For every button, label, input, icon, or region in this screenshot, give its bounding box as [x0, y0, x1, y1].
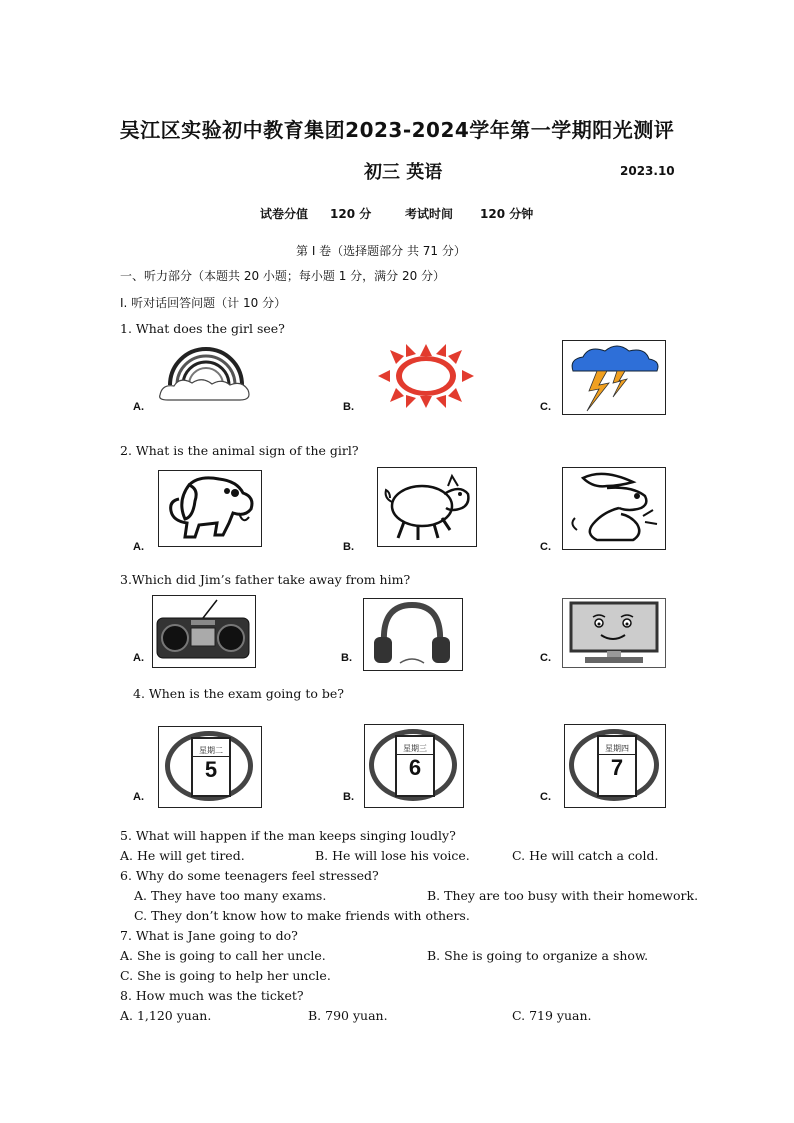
question-5: 5. What will happen if the man keeps singing loudly? [120, 828, 456, 843]
subject-title: 初三 英语 [364, 162, 443, 183]
rainbow-icon [158, 340, 253, 405]
option-label-a: A. [133, 791, 144, 803]
calendar-day: 5 [204, 757, 218, 782]
tv-screen-icon [562, 598, 666, 668]
option-label-a: A. [133, 541, 144, 553]
option-a: A. They have too many exams. [134, 888, 327, 903]
radio-cassette-icon [152, 595, 256, 668]
option-c: C. He will catch a cold. [512, 848, 659, 863]
calendar-icon [564, 724, 666, 808]
question-4: 4. When is the exam going to be? [133, 686, 344, 701]
option-label-c: C. [540, 401, 551, 413]
option-label-b: B. [341, 652, 352, 664]
exam-date: 2023.10 [620, 164, 675, 178]
time-label: 考试时间 [405, 207, 454, 221]
volume-heading: 第 I 卷（选择题部分 共 71 分） [296, 244, 466, 258]
option-c: C. 719 yuan. [512, 1008, 592, 1023]
time-value: 120 分钟 [480, 207, 534, 221]
calendar-weekday: 星期三 [397, 743, 433, 755]
page-title: 吴江区实验初中教育集团2023-2024学年第一学期阳光测评 [119, 118, 675, 142]
calendar-day: 6 [408, 755, 422, 780]
calendar-weekday: 星期二 [193, 745, 229, 757]
calendar-icon [364, 724, 464, 808]
option-label-b: B. [343, 791, 354, 803]
option-label-a: A. [133, 652, 144, 664]
calendar-icon [158, 726, 262, 808]
option-b: B. 790 yuan. [308, 1008, 388, 1023]
question-8: 8. How much was the ticket? [120, 988, 304, 1003]
option-a: A. 1,120 yuan. [120, 1008, 212, 1023]
rabbit-icon [562, 467, 666, 550]
sub-heading: I. 听对话回答问题（计 10 分） [120, 296, 287, 310]
question-3: 3.Which did Jim’s father take away from him? [120, 572, 411, 587]
option-label-c: C. [540, 541, 551, 553]
sun-icon [374, 340, 478, 412]
question-7: 7. What is Jane going to do? [120, 928, 298, 943]
option-c: C. They don’t know how to make friends with others. [134, 908, 470, 923]
option-label-c: C. [540, 791, 551, 803]
score-label: 试卷分值 [260, 207, 309, 221]
option-a: A. She is going to call her uncle. [120, 948, 326, 963]
option-c: C. She is going to help her uncle. [120, 968, 331, 983]
option-b: B. He will lose his voice. [315, 848, 470, 863]
option-b: B. She is going to organize a show. [427, 948, 649, 963]
dog-icon [158, 470, 262, 547]
option-label-a: A. [133, 401, 144, 413]
question-6: 6. Why do some teenagers feel stressed? [120, 868, 379, 883]
calendar-weekday: 星期四 [599, 743, 635, 755]
score-value: 120 分 [330, 207, 372, 221]
headphones-icon [363, 598, 463, 671]
pig-icon [377, 467, 477, 547]
question-1: 1. What does the girl see? [120, 321, 285, 336]
option-b: B. They are too busy with their homework. [427, 888, 699, 903]
option-label-b: B. [343, 541, 354, 553]
thunderstorm-icon [562, 340, 666, 415]
question-2: 2. What is the animal sign of the girl? [120, 443, 359, 458]
calendar-day: 7 [610, 755, 624, 780]
option-label-c: C. [540, 652, 551, 664]
option-a: A. He will get tired. [120, 848, 245, 863]
option-label-b: B. [343, 401, 354, 413]
part-heading: 一、听力部分（本题共 20 小题；每小题 1 分，满分 20 分） [120, 269, 446, 283]
